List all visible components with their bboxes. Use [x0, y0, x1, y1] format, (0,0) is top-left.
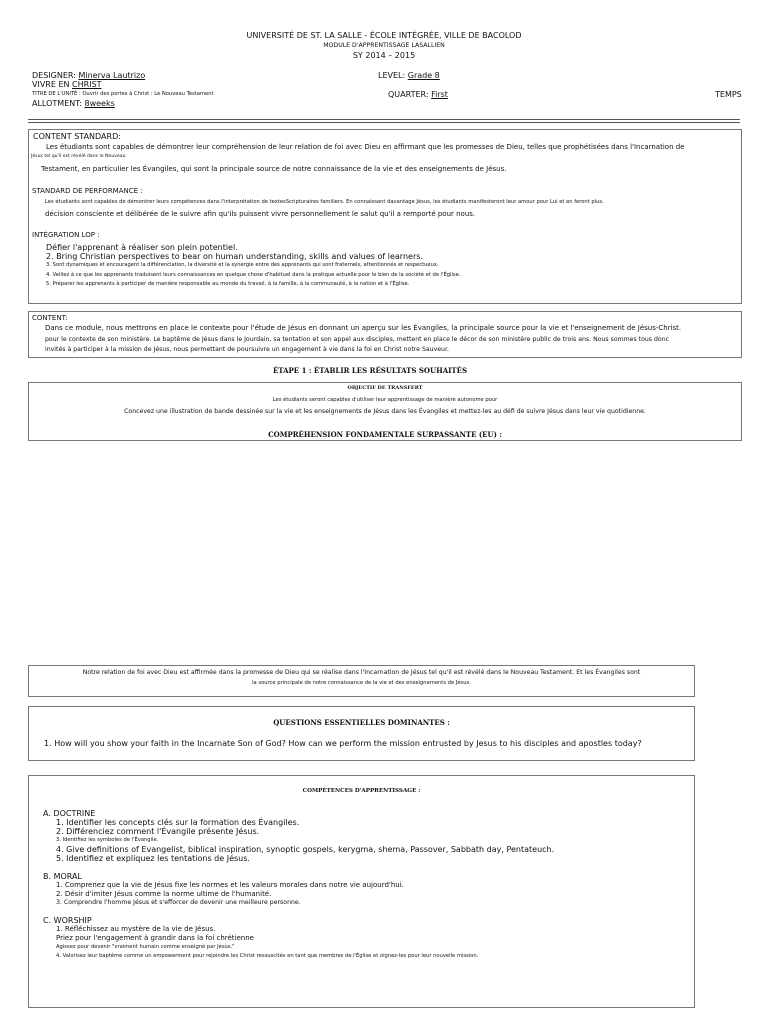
worship-item-1: 1. Réfléchissez au mystère de la vie de Jésus. [56, 925, 216, 933]
competences-box [28, 775, 695, 1008]
competences-title: COMPÉTENCES D'APPRENTISSAGE : [302, 788, 421, 794]
header-divider-top [28, 119, 740, 120]
quarter-label: QUARTER: [388, 90, 429, 99]
level-label: LEVEL: [378, 71, 406, 80]
content-title: CONTENT: [32, 314, 68, 322]
moral-item-1: 1. Comprenez que la vie de Jésus fixe les normes et les valeurs morales dans notre vie aujourd'hui. [56, 881, 404, 889]
doctrine-item-1: 1. Identifier les concepts clés sur la formation des Évangiles. [56, 818, 300, 827]
content-standard-line-1: Les étudiants sont capables de démontrer leur compréhension de leur relation de foi avec Dieu en affirmant que les promesses de Dieu, telles que prophétisées dans l'Incarnation de [46, 143, 685, 151]
questions-box [28, 706, 695, 761]
question-1-text: How will you show your faith in the Incarnate Son of God? How can we perform the mission entrusted by Jesus to his disciples and apostles today? [54, 739, 642, 748]
eu-line-1: Notre relation de foi avec Dieu est affirmée dans la promesse de Dieu qui se réalise dans l'Incarnation de Jésus tel qu'il est révélé dans le Nouveau Testament. Et les Évangiles sont [82, 669, 641, 676]
integration-item-1: Défier l'apprenant à réaliser son plein potentiel. [46, 243, 238, 252]
content-standard-title: CONTENT STANDARD: [33, 132, 121, 141]
eu-line-2: la source principale de notre connaissance de la vie et des enseignements de Jésus. [252, 680, 471, 686]
objectif-title: OBJECTIF DE TRANSFERT [347, 385, 423, 391]
vivre-row [32, 80, 102, 89]
integration-item-3: 3. Sont dynamiques et encouragent la différenciation, la diversité et la synergie entre des apprenants qui sont fraternels, attentionnés et respectueux. [46, 262, 439, 268]
objectif-box [28, 382, 742, 441]
moral-item-3: 3. Comprendre l'homme Jésus et s'efforcer de devenir une meilleure personne. [56, 899, 301, 906]
worship-item-2: Priez pour l'engagement à grandir dans la foi chrétienne [56, 934, 254, 942]
content-line-3: invités à participer à la mission de Jésus, nous permettant de poursuivre un engagement à vie dans la foi en Christ notre Sauveur. [45, 346, 449, 353]
questions-title: QUESTIONS ESSENTIELLES DOMINANTES : [273, 718, 450, 727]
quarter-value: First [431, 90, 448, 99]
level-value: Grade 8 [407, 71, 440, 80]
doctrine-item-5: 5. Identifiez et expliquez les tentations de Jésus. [56, 854, 250, 863]
temps-label: TEMPS [715, 90, 742, 99]
worship-item-3: Agissez pour devenir "vraiment humain comme enseigné par Jésus." [56, 944, 235, 950]
objectif-line-1: Les étudiants seront capables d'utiliser leur apprentissage de manière autonome pour [272, 397, 498, 403]
moral-title: B. MORAL [43, 872, 82, 881]
doctrine-item-3: 3. Identifiez les symboles de l'Évangile. [56, 837, 159, 843]
question-1-number: 1. [44, 739, 52, 748]
content-box [28, 311, 742, 358]
content-line-1: Dans ce module, nous mettrons en place le contexte pour l'étude de Jésus en donnant un aperçu sur les Évangiles, la principale source pour la vie et l'enseignement de Jésus-Christ. [45, 324, 682, 332]
allotment-label: ALLOTMENT: [32, 99, 82, 108]
doctrine-title: A. DOCTRINE [43, 809, 96, 818]
unit-title: TITRE DE L'UNITÉ : Ouvrir des portes à Christ : Le Nouveau Testament [32, 91, 214, 97]
university-title: UNIVERSITÉ DE ST. LA SALLE - ÉCOLE INTÉGRÉE, VILLE DE BACOLOD [246, 31, 522, 40]
header-divider-bottom [28, 122, 740, 123]
integration-item-2: 2. Bring Christian perspectives to bear on human understanding, skills and values of learners. [46, 252, 423, 261]
standards-box [28, 129, 742, 304]
allotment-value: 8weeks [84, 99, 115, 108]
quarter-row [388, 90, 448, 99]
module-title: MODULE D'APPRENTISSAGE LASALLIEN [323, 42, 445, 49]
integration-lop-title: INTÉGRATION LOP : [32, 231, 100, 239]
worship-item-4: 4. Valorisez leur baptême comme un empowerment pour rejoindre les Christ ressuscités en tant que membres de l'Église et oignez-les pour leur nouvelle mission. [56, 953, 479, 959]
vivre-label: VIVRE EN [32, 80, 70, 89]
level-row [378, 71, 440, 80]
school-year: SY 2014 – 2015 [352, 51, 416, 60]
objectif-line-2: Concevez une illustration de bande dessinée sur la vie et les enseignements de Jésus dans les Évangiles et mettez-les au défi de suivre Jésus dans leur vie quotidienne. [124, 408, 646, 415]
integration-item-5: 5. Préparer les apprenants à participer de manière responsable au monde du travail, à la famille, à la communauté, à la nation et à l'Église. [46, 281, 410, 287]
content-standard-line-3: Testament, en particulier les Évangiles, qui sont la principale source de notre connaissance de la vie et des enseignements de Jésus. [41, 165, 507, 173]
doctrine-item-2: 2. Différenciez comment l'Évangile présente Jésus. [56, 827, 260, 836]
doctrine-item-4: 4. Give definitions of Evangelist, biblical inspiration, synoptic gospels, kerygma, shema, Passover, Sabbath day, Pentateuch. [56, 845, 555, 854]
content-standard-line-2: Jésus tel qu'il est révélé dans le Nouveau [31, 154, 126, 159]
content-line-2: pour le contexte de son ministère. Le baptême de Jésus dans le Jourdain, sa tentation et son appel aux disciples, mettent en place le décor de son ministère public de trois ans. Nous sommes tous donc [45, 336, 670, 343]
vivre-value: CHRIST [72, 80, 102, 89]
designer-row [32, 71, 145, 80]
question-1 [44, 739, 642, 748]
performance-standard-title: STANDARD DE PERFORMANCE : [32, 187, 143, 195]
performance-standard-line-1: Les étudiants sont capables de démontrer leurs compétences dans l'interprétation de textesScripturaires familiers. En connaissant davantage Jésus, les étudiants manifesteront leur amour pour Lui et en feront plus. [45, 199, 604, 205]
worship-title: C. WORSHIP [43, 916, 92, 925]
etape-1-title: ÉTAPE 1 : ÉTABLIR LES RÉSULTATS SOUHAITÉS [272, 366, 468, 375]
eu-title: COMPRÉHENSION FONDAMENTALE SURPASSANTE (EU) : [268, 430, 502, 439]
designer-value: Minerva Lautrizo [78, 71, 146, 80]
moral-item-2: 2. Désir d'imiter Jésus comme la norme ultime de l'humanité. [56, 890, 272, 898]
performance-standard-line-2: décision consciente et délibérée de le suivre afin qu'ils puissent vivre personnellement le salut qu'il a remporté pour nous. [45, 210, 476, 218]
eu-box [28, 665, 695, 697]
integration-item-4: 4. Veillez à ce que les apprenants traduisent leurs connaissances en quelque chose d'habituel dans la pratique actuelle pour le bien de la société et de l'Église. [46, 272, 461, 278]
designer-label: DESIGNER: [32, 71, 76, 80]
allotment-row [32, 99, 115, 108]
